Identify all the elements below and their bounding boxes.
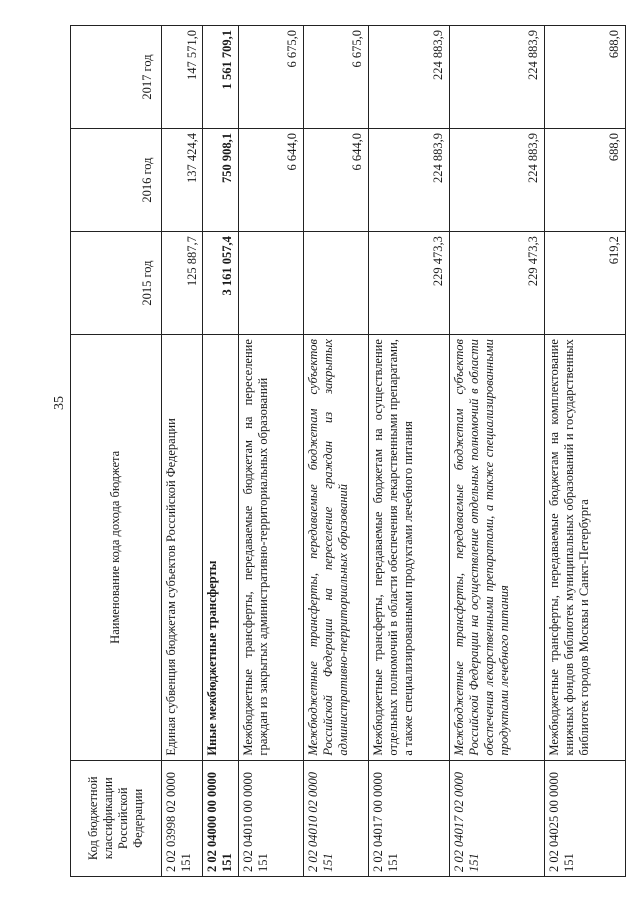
table-row bbox=[162, 26, 203, 877]
row-value-2017: 147 571,0 bbox=[162, 26, 203, 129]
row-name: Межбюджетные трансферты, передаваемые бюджетам на переселение граждан из закрытых административно-территориальных образований bbox=[238, 335, 303, 760]
header-2017: 2017 год bbox=[71, 26, 162, 129]
table-row bbox=[203, 26, 239, 877]
row-name: Иные межбюджетные трансферты bbox=[203, 335, 239, 760]
row-name: Межбюджетные трансферты, передаваемые бюджетам на комплектование книжных фондов библиотек муниципальных образований и государственных библиотек городов Москвы и Санкт-Петербурга bbox=[544, 335, 625, 760]
row-value-2016: 6 644,0 bbox=[303, 129, 368, 232]
row-value-2016: 750 908,1 bbox=[203, 129, 239, 232]
table-row bbox=[303, 26, 368, 877]
header-code: Код бюджетной классификации Российской Федерации bbox=[71, 760, 162, 876]
row-code: 2 02 04025 00 0000 151 bbox=[544, 760, 625, 876]
table-row bbox=[449, 26, 544, 877]
budget-income-table bbox=[70, 25, 626, 877]
row-value-2015: 619,2 bbox=[544, 232, 625, 335]
row-value-2015: 229 473,3 bbox=[449, 232, 544, 335]
row-code: 2 02 04017 00 0000 151 bbox=[368, 760, 449, 876]
row-value-2017: 224 883,9 bbox=[449, 26, 544, 129]
row-value-2015: 125 887,7 bbox=[162, 232, 203, 335]
table-row bbox=[238, 26, 303, 877]
header-name: Наименование кода дохода бюджета bbox=[71, 335, 162, 760]
row-value-2017: 1 561 709,1 bbox=[203, 26, 239, 129]
table-row bbox=[544, 26, 625, 877]
row-code: 2 02 04010 00 0000 151 bbox=[238, 760, 303, 876]
row-value-2016: 224 883,9 bbox=[368, 129, 449, 232]
header-2016: 2016 год bbox=[71, 129, 162, 232]
row-value-2017: 688,0 bbox=[544, 26, 625, 129]
row-code: 2 02 03998 02 0000 151 bbox=[162, 760, 203, 876]
page-number: 35 bbox=[52, 396, 67, 410]
table-row bbox=[368, 26, 449, 877]
row-code: 2 02 04000 00 0000 151 bbox=[203, 760, 239, 876]
row-value-2015: 229 473,3 bbox=[368, 232, 449, 335]
row-value-2016: 224 883,9 bbox=[449, 129, 544, 232]
row-value-2016: 688,0 bbox=[544, 129, 625, 232]
rotated-table-container bbox=[70, 25, 622, 877]
row-value-2016: 137 424,4 bbox=[162, 129, 203, 232]
row-value-2017: 6 675,0 bbox=[238, 26, 303, 129]
row-code: 2 02 04017 02 0000 151 bbox=[449, 760, 544, 876]
row-value-2017: 6 675,0 bbox=[303, 26, 368, 129]
row-value-2015: 3 161 057,4 bbox=[203, 232, 239, 335]
row-code: 2 02 04010 02 0000 151 bbox=[303, 760, 368, 876]
row-name: Межбюджетные трансферты, передаваемые бюджетам субъектов Российской Федерации на осуществление отдельных полномочий в области обеспечения лекарственными препаратами, а также специализированными продуктами лечебного питания bbox=[449, 335, 544, 760]
row-name: Единая субвенция бюджетам субъектов Российской Федерации bbox=[162, 335, 203, 760]
row-name: Межбюджетные трансферты, передаваемые бюджетам на осуществление отдельных полномочий в области обеспечения лекарственными препаратами, а также специализированными продуктами лечебного питания bbox=[368, 335, 449, 760]
row-value-2017: 224 883,9 bbox=[368, 26, 449, 129]
table-header-row bbox=[71, 26, 162, 877]
row-name: Межбюджетные трансферты, передаваемые бюджетам субъектов Российской Федерации на переселение граждан из закрытых административно-территориальных образований bbox=[303, 335, 368, 760]
row-value-2016: 6 644,0 bbox=[238, 129, 303, 232]
row-value-2015 bbox=[238, 232, 303, 335]
row-value-2015 bbox=[303, 232, 368, 335]
header-2015: 2015 год bbox=[71, 232, 162, 335]
